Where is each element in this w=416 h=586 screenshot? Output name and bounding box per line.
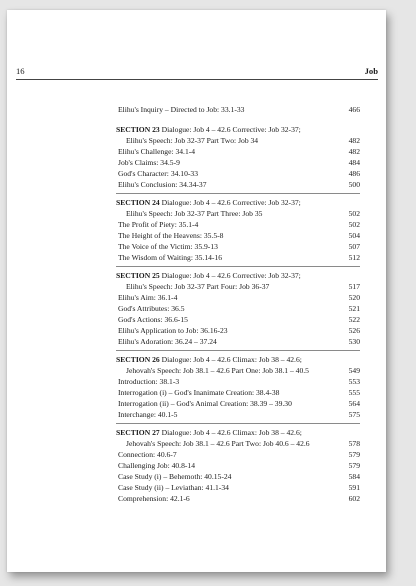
entry-title: The Wisdom of Waiting: 35.14-16 (118, 253, 223, 262)
section-subheading (116, 438, 360, 449)
table-of-contents (116, 104, 360, 504)
book-page (7, 10, 386, 572)
section-page: 517 (348, 282, 360, 291)
entry-page: 507 (348, 242, 360, 251)
toc-entry (116, 314, 360, 325)
entry-page: 520 (348, 293, 360, 302)
section-description: Dialogue: Job 4 – 42.6 Climax: Job 38 – 42.6; (161, 355, 302, 364)
entry-title: The Height of the Heavens: 35.5-8 (118, 231, 224, 240)
entry-page: 522 (348, 315, 360, 324)
entry-page: 512 (348, 253, 360, 262)
entry-page: 500 (348, 180, 360, 189)
section-heading (116, 124, 360, 135)
running-head (16, 65, 378, 80)
entry-page: 466 (348, 105, 360, 114)
entry-title: Elihu's Challenge: 34.1-4 (118, 147, 196, 156)
toc-entry (116, 471, 360, 482)
section-subheading (116, 208, 360, 219)
entry-page: 504 (348, 231, 360, 240)
toc-entry (116, 157, 360, 168)
section-subheading-text: Elihu's Speech: Job 32-37 Part Four: Job 36-37 (126, 282, 270, 291)
toc-section (116, 427, 360, 504)
entry-title: Connection: 40.6-7 (118, 450, 177, 459)
toc-entry (116, 398, 360, 409)
entry-title: Case Study (i) – Behemoth: 40.15-24 (118, 472, 232, 481)
toc-entry (116, 146, 360, 157)
entry-page: 482 (348, 147, 360, 156)
toc-section (116, 270, 360, 347)
entry-page: 575 (348, 410, 360, 419)
section-page: 502 (348, 209, 360, 218)
toc-entry (116, 336, 360, 347)
entry-page: 555 (348, 388, 360, 397)
entry-title: The Profit of Piety: 35.1-4 (118, 220, 199, 229)
toc-entry (116, 104, 360, 115)
entry-page: 579 (348, 461, 360, 470)
entry-page: 502 (348, 220, 360, 229)
section-description: Dialogue: Job 4 – 42.6 Corrective: Job 32-37; (161, 125, 301, 134)
entry-title: Elihu's Adoration: 36.24 – 37.24 (118, 337, 217, 346)
toc-entry (116, 482, 360, 493)
toc-entry (116, 252, 360, 263)
toc-entry (116, 460, 360, 471)
toc-entry (116, 409, 360, 420)
toc-entry (116, 179, 360, 190)
entry-title: God's Character: 34.10-33 (118, 169, 199, 178)
section-subheading-text: Elihu's Speech: Job 32-37 Part Three: Job 35 (126, 209, 263, 218)
page-number: 16 (16, 66, 25, 76)
entry-title: Interrogation (ii) – God's Animal Creation: 38.39 – 39.30 (118, 399, 292, 408)
entry-page: 591 (348, 483, 360, 492)
section-description: Dialogue: Job 4 – 42.6 Climax: Job 38 – 42.6; (161, 428, 302, 437)
section-label: SECTION 23 (116, 125, 160, 134)
entry-title: Elihu's Inquiry – Directed to Job: 33.1-33 (118, 105, 245, 114)
entry-title: The Voice of the Victim: 35.9-13 (118, 242, 218, 251)
section-heading (116, 354, 360, 365)
section-divider (116, 350, 360, 351)
section-divider (116, 266, 360, 267)
entry-page: 484 (348, 158, 360, 167)
toc-entry (116, 449, 360, 460)
toc-entry (116, 325, 360, 336)
entry-page: 584 (348, 472, 360, 481)
toc-entry (116, 219, 360, 230)
toc-entry (116, 292, 360, 303)
toc-entry (116, 230, 360, 241)
entry-page: 602 (348, 494, 360, 503)
entry-title: Interchange: 40.1-5 (118, 410, 178, 419)
section-page: 549 (348, 366, 360, 375)
toc-section (116, 354, 360, 420)
section-divider (116, 193, 360, 194)
section-description: Dialogue: Job 4 – 42.6 Corrective: Job 32-37; (161, 271, 301, 280)
entry-page: 564 (348, 399, 360, 408)
section-label: SECTION 27 (116, 428, 160, 437)
toc-section (116, 197, 360, 263)
entry-page: 579 (348, 450, 360, 459)
section-subheading (116, 365, 360, 376)
entry-title: Elihu's Conclusion: 34.34-37 (118, 180, 207, 189)
section-subheading-text: Elihu's Speech: Job 32-37 Part Two: Job 34 (126, 136, 259, 145)
entry-title: Elihu's Aim: 36.1-4 (118, 293, 178, 302)
section-subheading (116, 281, 360, 292)
section-divider (116, 423, 360, 424)
entry-title: God's Attributes: 36.5 (118, 304, 185, 313)
section-label: SECTION 26 (116, 355, 160, 364)
toc-entry (116, 241, 360, 252)
toc-entry (116, 493, 360, 504)
entry-title: Job's Claims: 34.5-9 (118, 158, 180, 167)
entry-page: 521 (348, 304, 360, 313)
entry-page: 530 (348, 337, 360, 346)
section-label: SECTION 25 (116, 271, 160, 280)
toc-entry (116, 168, 360, 179)
entry-page: 526 (348, 326, 360, 335)
entry-title: Interrogation (i) – God's Inanimate Creation: 38.4-38 (118, 388, 280, 397)
entry-page: 553 (348, 377, 360, 386)
section-heading (116, 270, 360, 281)
section-heading (116, 427, 360, 438)
section-heading (116, 197, 360, 208)
toc-entry (116, 303, 360, 314)
section-subheading-text: Jehovah's Speech: Job 38.1 – 42.6 Part One: Job 38.1 – 40.5 (126, 366, 309, 375)
toc-entry (116, 387, 360, 398)
section-page: 578 (348, 439, 360, 448)
entry-page: 486 (348, 169, 360, 178)
section-subheading-text: Jehovah's Speech: Job 38.1 – 42.6 Part Two: Job 40.6 – 42.6 (126, 439, 310, 448)
entry-title: Challenging Job: 40.8-14 (118, 461, 195, 470)
entry-title: Case Study (ii) – Leviathan: 41.1-34 (118, 483, 229, 492)
entry-title: Introduction: 38.1-3 (118, 377, 180, 386)
entry-title: God's Actions: 36.6-15 (118, 315, 188, 324)
section-label: SECTION 24 (116, 198, 160, 207)
section-description: Dialogue: Job 4 – 42.6 Corrective: Job 32-37; (161, 198, 301, 207)
book-title: Job (364, 66, 378, 76)
toc-entry (116, 376, 360, 387)
section-page: 482 (348, 136, 360, 145)
entry-title: Elihu's Application to Job: 36.16-23 (118, 326, 228, 335)
section-subheading (116, 135, 360, 146)
entry-title: Comprehension: 42.1-6 (118, 494, 190, 503)
toc-section (116, 124, 360, 190)
